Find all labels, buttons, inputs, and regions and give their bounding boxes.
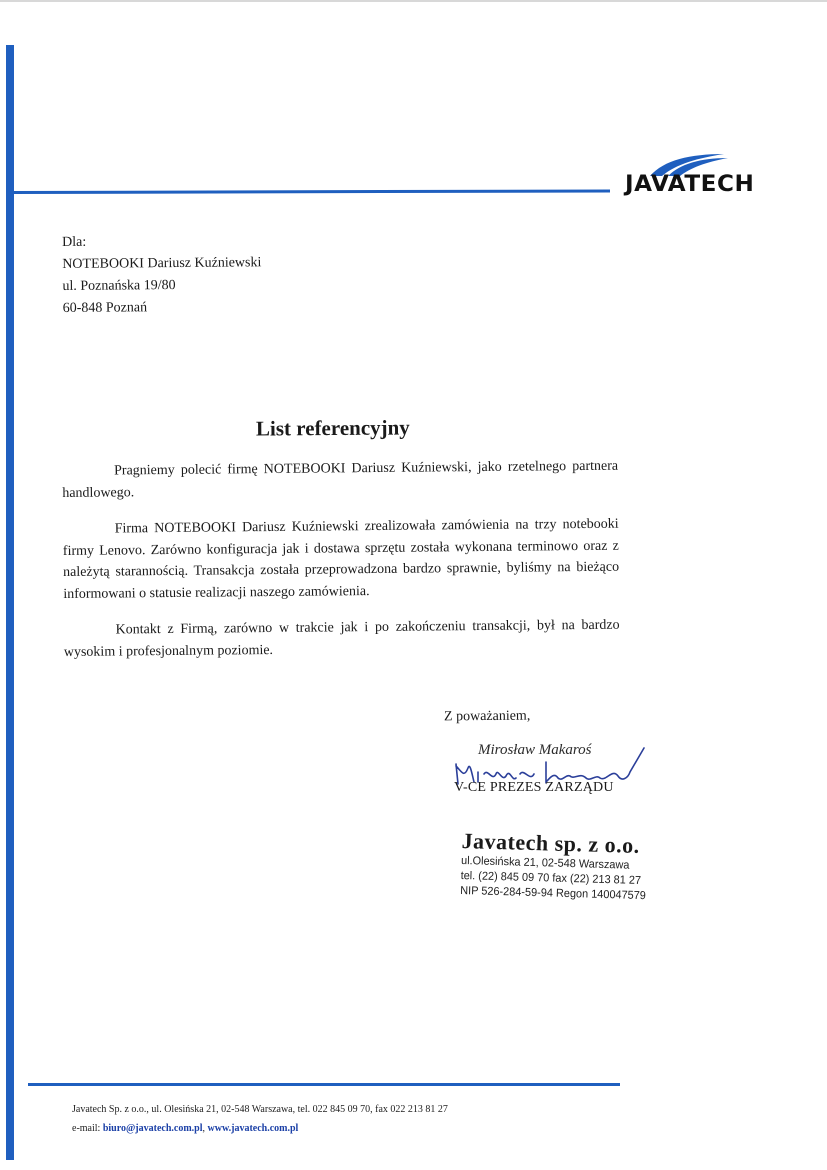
recipient-company: NOTEBOOKI Dariusz Kuźniewski [62, 255, 262, 272]
closing-salutation: Z poważaniem, [443, 708, 531, 725]
page-top-edge [0, 0, 827, 2]
footer-website-link[interactable]: www.javatech.com.pl [207, 1123, 299, 1134]
recipient-city: 60-848 Poznań [62, 300, 148, 316]
paragraph-3: Kontakt z Firmą, zarówno w trakcie jak i po zakończeniu transakcji, był na bardzo wysokim i profesjonalnym poziomie. [63, 617, 620, 660]
footer-address-line: Javatech Sp. z o.o., ul. Olesińska 21, 02-548 Warszawa, tel. 022 845 09 70, fax 022 213 81 27 [72, 1104, 448, 1115]
logo-wordmark: JAVATECH [625, 172, 755, 197]
stamp-company-name: Javatech sp. z o.o. [461, 828, 641, 858]
letter-body [62, 456, 620, 678]
footer-contact-line [72, 1119, 448, 1138]
header-rule [14, 189, 610, 194]
company-logo [622, 152, 755, 197]
company-stamp [460, 828, 662, 905]
letter-title: List referencyjny [255, 415, 410, 441]
footer-email-label: e-mail: [72, 1123, 101, 1134]
paragraph-1: Pragniemy polecić firmę NOTEBOOKI Dariusz Kuźniewski, jako rzetelnego partnera handlowego. [62, 458, 619, 501]
recipient-address [62, 230, 262, 320]
signature-block [440, 738, 660, 808]
stamp-address: ul.Olesińska 21, 02-548 Warszawa [460, 854, 630, 872]
footer-separator: , [202, 1123, 205, 1134]
paragraph-2: Firma NOTEBOOKI Dariusz Kuźniewski zrealizowała zamówienia na trzy notebooki firmy Lenovo. Zarówno konfiguracja jak i dostawa sprzętu została wykonana terminowo oraz z należytą starannością. Transakcja została przeprowadzona bardzo sprawnie, byliśmy na bieżąco informowani o statusie realizacji naszego zamówienia. [62, 516, 620, 602]
signatory-name: Mirosław Makaroś [478, 742, 592, 758]
left-accent-bar [6, 45, 14, 1160]
signatory-role: V-CE PREZES ZARZĄDU [454, 780, 614, 795]
recipient-label: Dla: [62, 234, 87, 250]
footer-rule [28, 1083, 620, 1086]
footer-email-link[interactable]: biuro@javatech.com.pl [102, 1123, 203, 1134]
recipient-street: ul. Poznańska 19/80 [62, 278, 176, 294]
stamp-ids: NIP 526-284-59-94 Regon 140047579 [460, 884, 647, 903]
stamp-phone: tel. (22) 845 09 70 fax (22) 213 81 27 [460, 869, 642, 888]
footer [72, 1100, 448, 1138]
